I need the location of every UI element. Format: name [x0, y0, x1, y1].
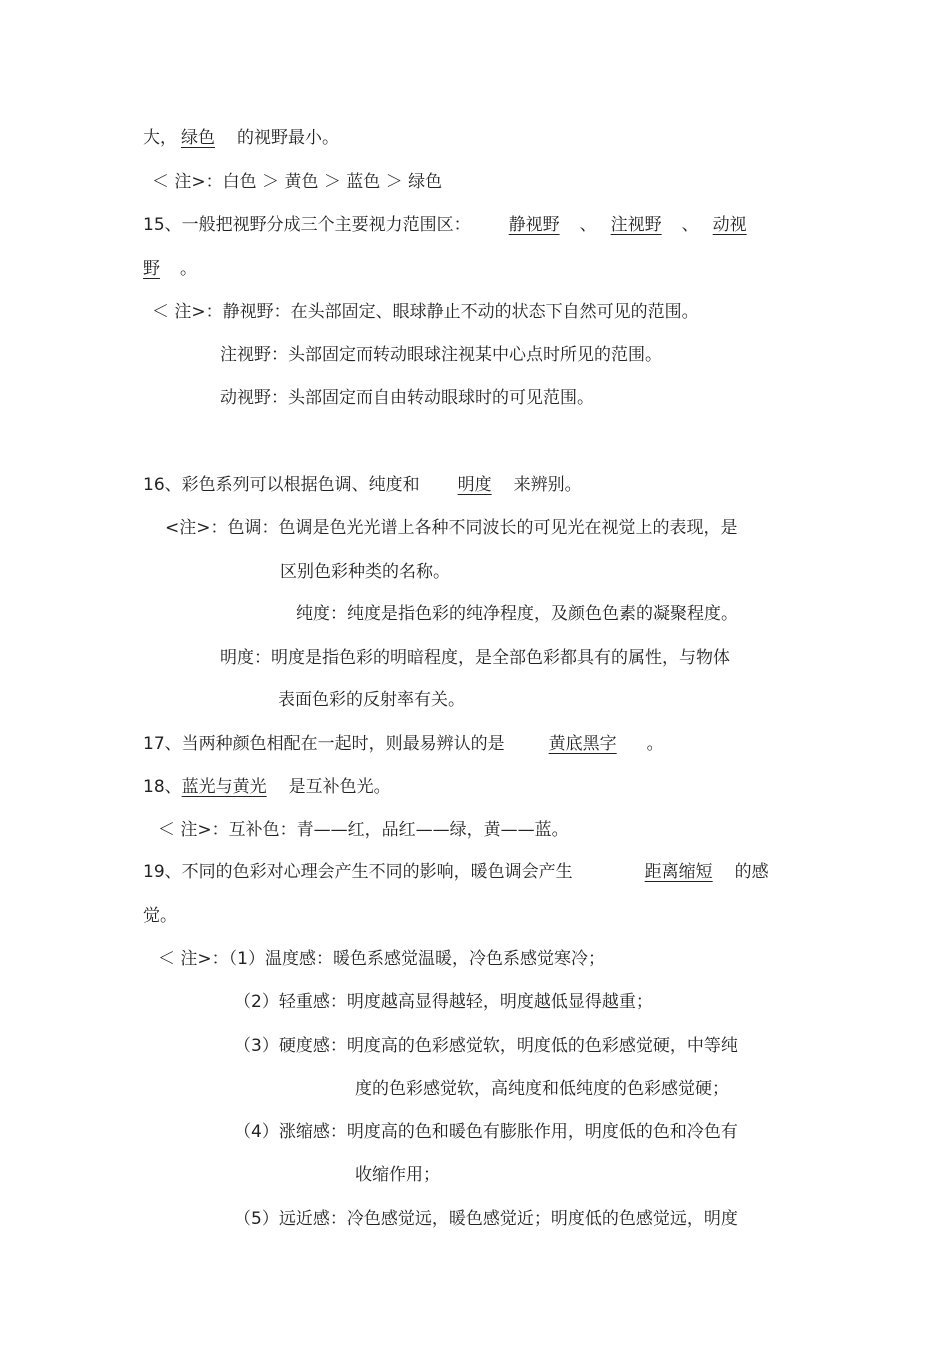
note-line: 收缩作用；: [355, 1165, 440, 1185]
text-line: 15、一般把视野分成三个主要视力范围区： 静视野 、 注视野 、 动视: [143, 215, 747, 235]
answer-blank: 静视野: [508, 215, 560, 235]
note-line: （5）远近感：冷色感觉远，暖色感觉近；明度低的色感觉远，明度: [234, 1209, 738, 1229]
note-line: ＜ 注>：静视野：在头部固定、眼球静止不动的状态下自然可见的范围。: [152, 302, 699, 322]
note-line: ＜ 注>：（1）温度感：暖色系感觉温暖，冷色系感觉寒冷；: [158, 949, 605, 969]
note-line: 纯度：纯度是指色彩的纯净程度，及颜色色素的凝聚程度。: [296, 604, 738, 624]
text-line: 大， 绿色 的视野最小。: [143, 128, 339, 148]
answer-blank: 距离缩短: [644, 862, 713, 882]
answer-blank: 绿色: [181, 128, 215, 148]
note-line: 度的色彩感觉软，高纯度和低纯度的色彩感觉硬；: [355, 1079, 729, 1099]
answer-blank: 野: [143, 259, 160, 279]
text-line: 野 。: [143, 259, 197, 279]
note-line: 表面色彩的反射率有关。: [278, 690, 465, 710]
answer-blank: 明度: [457, 475, 492, 495]
note-line: ＜ 注>：互补色：青——红，品红——绿，黄——蓝。: [158, 820, 569, 840]
note-line: <注>：色调：色调是色光光谱上各种不同波长的可见光在视觉上的表现，是: [165, 518, 738, 538]
note-line: ＜ 注>：白色 ＞ 黄色 ＞ 蓝色 ＞ 绿色: [152, 172, 443, 192]
note-line: （2）轻重感：明度越高显得越轻，明度越低显得越重；: [234, 992, 653, 1012]
note-line: 明度：明度是指色彩的明暗程度，是全部色彩都具有的属性，与物体: [220, 648, 730, 668]
note-line: 区别色彩种类的名称。: [280, 562, 450, 582]
note-line: 动视野：头部固定而自由转动眼球时的可见范围。: [220, 388, 594, 408]
text-line: 16、彩色系列可以根据色调、纯度和 明度 来辨别。: [143, 475, 582, 495]
note-line: 注视野：头部固定而转动眼球注视某中心点时所见的范围。: [220, 345, 662, 365]
answer-blank: 动视: [712, 215, 747, 235]
text-line: 18、蓝光与黄光 是互补色光。: [143, 777, 391, 797]
answer-blank: 注视野: [610, 215, 662, 235]
text-line: 19、不同的色彩对心理会产生不同的影响，暖色调会产生 距离缩短 的感: [143, 862, 769, 882]
text-line: 17、当两种颜色相配在一起时，则最易辨认的是 黄底黑字 。: [143, 734, 664, 754]
note-line: （4）涨缩感：明度高的色和暖色有膨胀作用，明度低的色和冷色有: [234, 1122, 738, 1142]
answer-blank: 黄底黑字: [548, 734, 617, 754]
answer-blank: 蓝光与黄光: [181, 777, 267, 797]
note-line: （3）硬度感：明度高的色彩感觉软，明度低的色彩感觉硬，中等纯: [234, 1036, 738, 1056]
text-line: 觉。: [143, 906, 177, 926]
